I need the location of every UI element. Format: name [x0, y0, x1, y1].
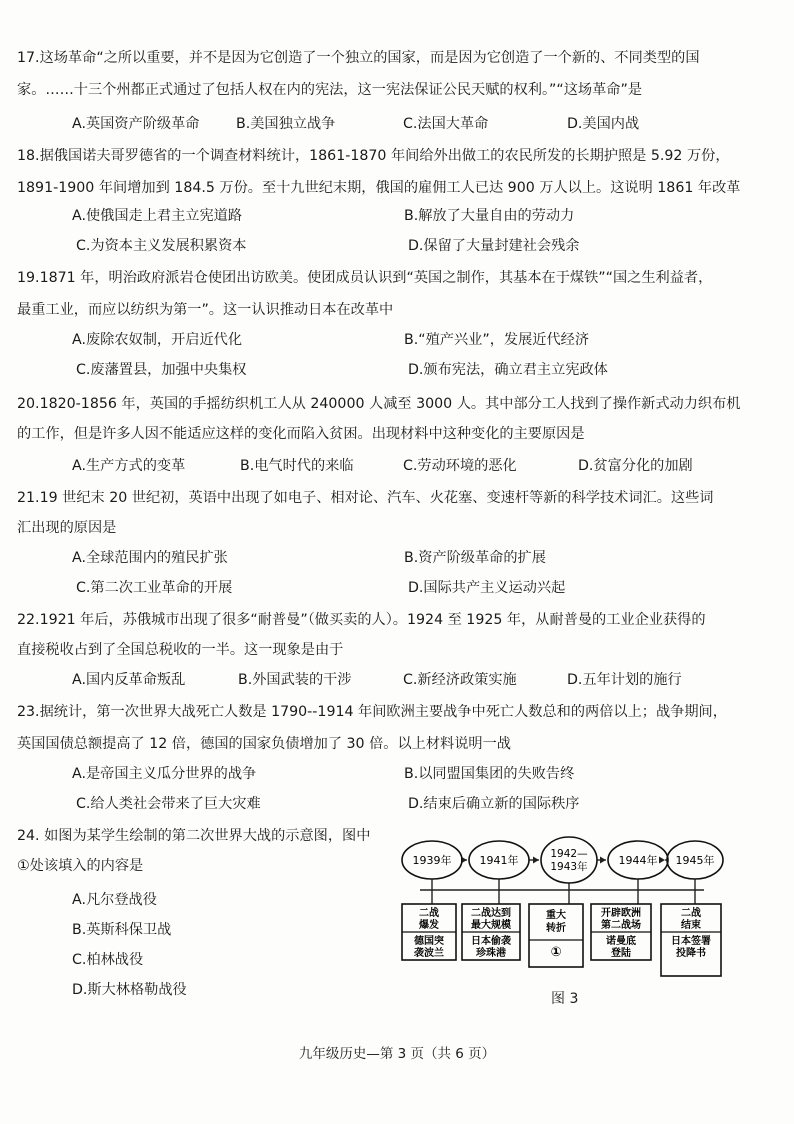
question-17-option-C[interactable]: C.法国大革命	[403, 116, 489, 132]
question-20-option-B[interactable]: B.电气时代的来临	[240, 458, 354, 474]
question-17-option-A[interactable]: A.英国资产阶级革命	[72, 116, 200, 132]
event-text: 袭波兰	[414, 948, 444, 959]
year-label: 1943年	[550, 861, 588, 873]
event-text: 结束	[681, 920, 701, 931]
question-22-text-line: 22.1921 年后，苏俄城市出现了很多“耐普曼”（做买卖的人）。1924 至 1925 年，从耐普曼的工业企业获得的	[17, 612, 706, 628]
event-text: 二战	[419, 908, 439, 919]
question-17-option-D[interactable]: D.美国内战	[567, 116, 640, 132]
event-text: 二战达到	[471, 908, 511, 919]
question-17-text-line: 家。……十三个州都正式通过了包括人权在内的宪法，这一宪法保证公民天赋的权利。”“这场革命”是	[17, 82, 643, 98]
year-label: 1942—	[550, 848, 588, 860]
event-text: 登陆	[611, 948, 631, 959]
question-19-option-C[interactable]: C.废藩置县，加强中央集权	[76, 362, 247, 378]
page-footer: 九年级历史—第 3 页（共 6 页）	[298, 1046, 496, 1062]
year-label: 1941年	[479, 854, 519, 867]
year-label: 1945年	[675, 854, 715, 867]
question-21-option-D[interactable]: D.国际共产主义运动兴起	[408, 580, 566, 596]
event-text: 第二战场	[601, 920, 641, 931]
event-text: 日本偷袭	[471, 936, 511, 947]
event-text: 日本签署	[671, 936, 711, 947]
arrowhead-icon	[600, 857, 606, 864]
arrowhead-icon	[659, 857, 665, 864]
ww2-timeline-diagram	[392, 820, 732, 980]
question-23-option-B[interactable]: B.以同盟国集团的失败告终	[404, 766, 575, 782]
arrowhead-icon	[533, 857, 539, 864]
event-text: 诺曼底	[606, 936, 636, 947]
question-17-text-line: 17.这场革命“之所以重要，并不是因为它创造了一个独立的国家，而是因为它创造了一个新的、不同类型的国	[17, 50, 700, 66]
question-22-option-C[interactable]: C.新经济政策实施	[403, 672, 517, 688]
question-18-option-C[interactable]: C.为资本主义发展积累资本	[76, 238, 247, 254]
question-20-option-A[interactable]: A.生产方式的变革	[72, 458, 186, 474]
question-21-option-B[interactable]: B.资产阶级革命的扩展	[404, 550, 546, 566]
question-19-option-B[interactable]: B.“殖产兴业”，发展近代经济	[404, 332, 590, 348]
question-17-option-B[interactable]: B.美国独立战争	[236, 116, 336, 132]
year-oval	[541, 837, 597, 883]
event-text: 德国突	[414, 936, 444, 947]
event-text: 珍珠港	[476, 948, 506, 959]
question-19-option-D[interactable]: D.颁布宪法，确立君主立宪政体	[408, 362, 608, 378]
question-18-option-B[interactable]: B.解放了大量自由的劳动力	[404, 208, 575, 224]
event-text: 最大规模	[471, 920, 511, 931]
question-20-option-C[interactable]: C.劳动环境的恶化	[403, 458, 517, 474]
question-19-text-line: 最重工业，而应以纺织为第一”。这一认识推动日本在改革中	[17, 302, 394, 318]
question-21-option-A[interactable]: A.全球范围内的殖民扩张	[72, 550, 228, 566]
question-24-text-line: ①处该填入的内容是	[17, 858, 144, 874]
question-21-text-line: 21.19 世纪末 20 世纪初，英语中出现了如电子、相对论、汽车、火花塞、变速杆等新的科学技术词汇。这些词	[17, 490, 714, 506]
question-24-option-B[interactable]: B.英斯科保卫战	[72, 922, 172, 938]
question-23-text-line: 英国国债总额提高了 12 倍，德国的国家负债增加了 30 倍。以上材料说明一战	[17, 736, 511, 752]
event-text: ①	[550, 945, 562, 960]
year-label: 1944年	[618, 854, 658, 867]
question-19-text-line: 19.1871 年，明治政府派岩仓使团出访欧美。使团成员认识到“英国之制作，其基本在于煤铁”“国之生利益者，	[17, 270, 713, 286]
year-label: 1939年	[412, 854, 452, 867]
question-23-option-A[interactable]: A.是帝国主义瓜分世界的战争	[72, 766, 257, 782]
question-21-option-C[interactable]: C.第二次工业革命的开展	[76, 580, 233, 596]
event-text: 投降书	[676, 948, 706, 959]
question-22-text-line: 直接税收占到了全国总税收的一半。这一现象是由于	[17, 642, 344, 658]
event-text: 重大	[546, 910, 566, 921]
question-22-option-B[interactable]: B.外国武装的干涉	[238, 672, 352, 688]
question-18-option-A[interactable]: A.使俄国走上君主立宪道路	[72, 208, 243, 224]
question-21-text-line: 汇出现的原因是	[17, 520, 117, 536]
question-24-option-C[interactable]: C.柏林战役	[72, 952, 144, 968]
question-23-text-line: 23.据统计，第一次世界大战死亡人数是 1790--1914 年间欧洲主要战争中死亡人数总和的两倍以上；战争期间，	[17, 704, 727, 720]
event-text: 二战	[681, 908, 701, 919]
question-18-text-line: 1891-1900 年间增加到 184.5 万份。至十九世纪末期，俄国的雇佣工人已达 900 万人以上。这说明 1861 年改革	[17, 180, 741, 196]
question-20-text-line: 20.1820-1856 年，英国的手摇纺织机工人从 240000 人减至 3000 人。其中部分工人找到了操作新式动力织布机	[17, 396, 741, 412]
event-text: 爆发	[419, 920, 439, 931]
event-text: 转折	[546, 923, 566, 934]
question-24-option-A[interactable]: A.凡尔登战役	[72, 892, 157, 908]
figure-caption: 图 3	[551, 991, 579, 1007]
question-22-option-D[interactable]: D.五年计划的施行	[567, 672, 682, 688]
question-24-option-D[interactable]: D.斯大林格勒战役	[72, 982, 187, 998]
question-18-text-line: 18.据俄国诺夫哥罗德省的一个调查材料统计，1861-1870 年间给外出做工的农民所发的长期护照是 5.92 万份，	[17, 148, 730, 164]
question-23-option-C[interactable]: C.给人类社会带来了巨大灾难	[76, 796, 261, 812]
question-18-option-D[interactable]: D.保留了大量封建社会残余	[408, 238, 580, 254]
question-24-text-line: 24. 如图为某学生绘制的第二次世界大战的示意图，图中	[17, 828, 371, 844]
question-22-option-A[interactable]: A.国内反革命叛乱	[72, 672, 186, 688]
question-20-option-D[interactable]: D.贫富分化的加剧	[578, 458, 693, 474]
event-text: 开辟欧洲	[601, 908, 641, 919]
question-23-option-D[interactable]: D.结束后确立新的国际秩序	[408, 796, 580, 812]
question-20-text-line: 的工作，但是许多人因不能适应这样的变化而陷入贫困。出现材料中这种变化的主要原因是	[17, 426, 585, 442]
question-19-option-A[interactable]: A.废除农奴制，开启近代化	[72, 332, 243, 348]
